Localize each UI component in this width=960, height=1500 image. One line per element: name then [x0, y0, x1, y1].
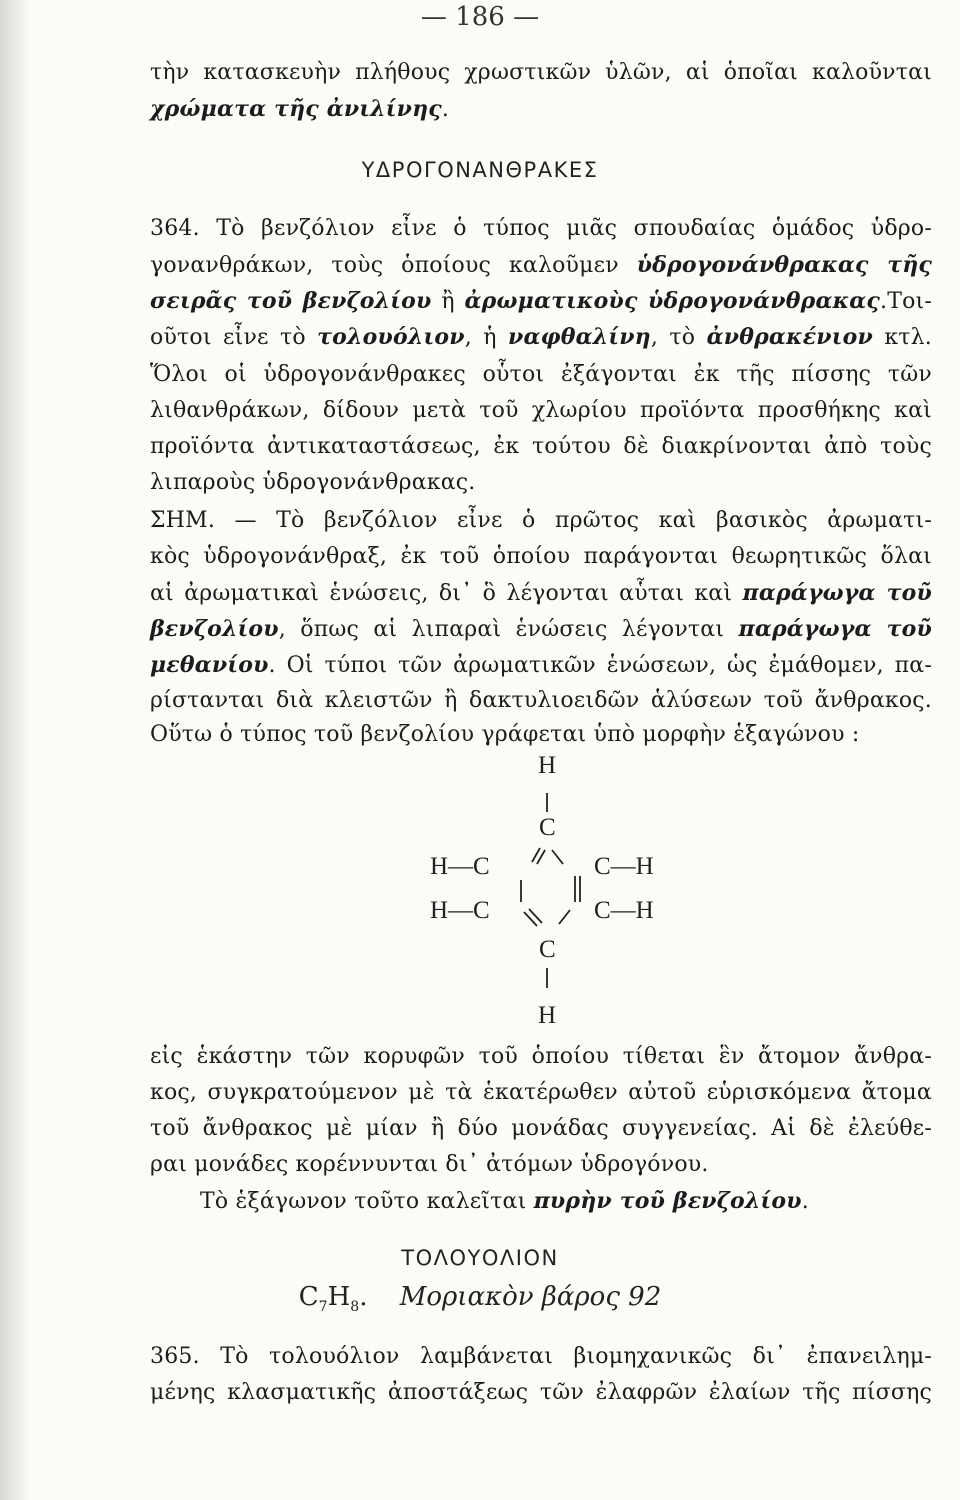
text-line: ρίστανται διὰ κλειστῶν ἢ δακτυλιοειδῶν ἁλύσεων τοῦ ἄνθρακος. [150, 688, 932, 713]
text-line: εἰς ἑκάστην τῶν κορυφῶν τοῦ ὁποίου τίθεται ἓν ἄτομον ἄνθρα- [150, 1044, 932, 1069]
text-line: 365. Τὸ τολουόλιον λαμβάνεται βιομηχανικῶς δι᾽ ἐπανειλημ- [150, 1344, 932, 1369]
text-line: κος, συγκρατούμενον μὲ τὰ ἑκατέρωθεν αὐτοῦ εὑρισκόμενα ἄτομα [150, 1080, 932, 1105]
atom-group-right-upper: C—H [594, 853, 654, 880]
atom-group-left-upper: H—C [430, 853, 490, 880]
emphasis-term: παράγωγα τοῦ [742, 580, 933, 606]
emphasis-term: πυρὴν τοῦ βενζολίου [533, 1188, 802, 1214]
bond-right-upper [552, 850, 563, 864]
emphasis-term: μεθανίου [150, 652, 269, 678]
atom-c-top: C [539, 814, 556, 841]
emphasis-term: σειρᾶς τοῦ βενζολίου [150, 288, 432, 314]
emphasis-term: ὑδρογονάνθρακας τῆς [636, 252, 932, 278]
text-line: Τὸ ἑξάγωνον τοῦτο καλεῖται πυρὴν τοῦ βενζολίου. [200, 1188, 809, 1214]
text-line: λιθανθράκων, δίδουν μετὰ τοῦ χλωρίου προϊόντα προσθήκης καὶ [150, 398, 932, 423]
text-line: μεθανίου. Οἱ τύποι τῶν ἀρωματικῶν ἑνώσεων, ὡς ἐμάθομεν, πα- [150, 652, 932, 678]
molecular-formula: $C_7H_8$. Μοριακὸν βάρος 92 [298, 1282, 662, 1316]
emphasis-term: χρώματα τῆς ἀνιλίνης [150, 96, 442, 122]
text-line: μένης κλασματικῆς ἀποστάξεως τῶν ἐλαφρῶν ἐλαίων τῆς πίσσης [150, 1380, 932, 1405]
molar-mass: Μοριακὸν βάρος 92 [399, 1282, 662, 1312]
text-line: οῦτοι εἶνε τὸ τολουόλιον, ἡ ναφθαλίνη, τὸ ἀνθρακένιον κτλ. [150, 324, 932, 350]
text-line: Οὕτω ὁ τύπος τοῦ βενζολίου γράφεται ὑπὸ μορφὴν ἑξαγώνου : [150, 722, 860, 747]
text-line: κὸς ὑδρογονάνθραξ, ἐκ τοῦ ὁποίου παράγονται θεωρητικῶς ὅλαι [150, 544, 932, 569]
atom-c-bottom: C [539, 936, 556, 963]
atom-h-bottom: H [538, 1002, 557, 1029]
text-line: αἱ ἀρωματικαὶ ἑνώσεις, δι᾽ ὃ λέγονται αὗται καὶ παράγωγα τοῦ [150, 580, 933, 606]
emphasis-term: ναφθαλίνη [508, 324, 651, 350]
emphasis-term: παράγωγα τοῦ [738, 616, 932, 642]
text-line: γονανθράκων, τοὺς ὁποίους καλοῦμεν ὑδρογονάνθρακας τῆς [150, 252, 932, 278]
emphasis-term: τολουόλιον [317, 324, 465, 350]
text-line: ΣΗΜ. — Τὸ βενζόλιον εἶνε ὁ πρῶτος καὶ βασικὸς ἀρωματι- [150, 508, 932, 533]
page-number: — 186 — [420, 2, 540, 32]
text-line: τοῦ ἄνθρακος μὲ μίαν ἢ δύο μονάδας συγγενείας. Αἱ δὲ ἐλεύθε- [150, 1116, 932, 1141]
text-line: Ὅλοι οἱ ὑδρογονάνθρακες οὗτοι ἐξάγονται ἐκ τῆς πίσσης τῶν [150, 362, 932, 387]
text-line: λιπαροὺς ὑδρογονάνθρακας. [150, 470, 476, 495]
text-line: χρώματα τῆς ἀνιλίνης. [150, 96, 450, 122]
text-line: προϊόντα ἀντικαταστάσεως, ἐκ τούτου δὲ διακρίνονται ἀπὸ τοὺς [150, 434, 932, 459]
emphasis-term: βενζολίου [150, 616, 279, 642]
bond-right-lower [559, 910, 570, 924]
atom-h-top: H [538, 752, 557, 779]
emphasis-term: ἀρωματικοὺς ὑδρογονάνθρακας [464, 288, 881, 314]
bond-double-lower-b [529, 909, 542, 923]
section-heading-hydrocarbons: ΥΔΡΟΓΟΝΑΝΘΡΑΚΕΣ [361, 158, 599, 182]
section-heading-toluene: ΤΟΛΟΥΟΛΙΟΝ [401, 1246, 559, 1270]
atom-group-right-lower: C—H [594, 897, 654, 924]
text-line: τὴν κατασκευὴν πλήθους χρωστικῶν ὑλῶν, αἱ ὁποῖαι καλοῦνται [150, 60, 932, 85]
text-line: ραι μονάδες κορέννυνται δι᾽ ἀτόμων ὑδρογόνου. [150, 1152, 709, 1177]
text-line: 364. Τὸ βενζόλιον εἶνε ὁ τύπος μιᾶς σπουδαίας ὁμάδος ὑδρο- [150, 216, 932, 241]
text-line: βενζολίου, ὅπως αἱ λιπαραὶ ἑνώσεις λέγονται παράγωγα τοῦ [150, 616, 932, 642]
emphasis-term: ἀνθρακένιον [706, 324, 873, 350]
text-line: σειρᾶς τοῦ βενζολίου ἢ ἀρωματικοὺς ὑδρογονάνθρακας.Τοι- [150, 288, 932, 314]
bond-double-lower-a [524, 912, 537, 926]
atom-group-left-lower: H—C [430, 897, 490, 924]
